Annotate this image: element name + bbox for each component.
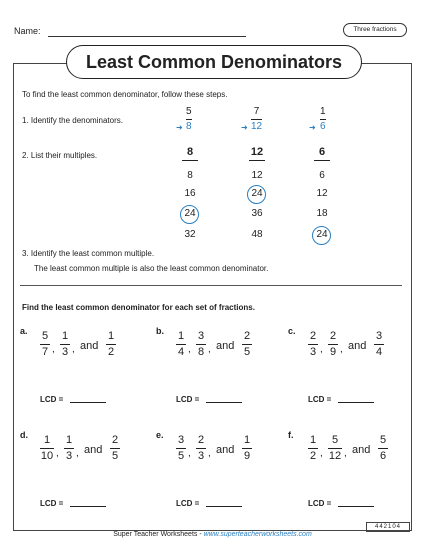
problem-fraction: 2 3	[309, 330, 317, 358]
multiple: 12	[251, 170, 263, 181]
lcd-answer-line[interactable]	[338, 402, 374, 403]
problem-fraction: 1 3	[65, 434, 73, 462]
lcm-circle	[312, 226, 331, 245]
lcd-answer-line[interactable]	[206, 506, 242, 507]
comma: ,	[208, 344, 211, 355]
worksheet-tag: Three fractions	[343, 23, 407, 37]
lcd-label: LCD =	[308, 499, 332, 508]
comma: ,	[188, 448, 191, 459]
section-divider	[20, 285, 402, 286]
multiple-lcm: 24	[184, 208, 196, 219]
multiple: 6	[319, 170, 325, 181]
problem-fraction: 1 2	[309, 434, 317, 462]
lcd-answer-line[interactable]	[206, 402, 242, 403]
problem-fraction: 5 7	[41, 330, 49, 358]
and-word: and	[352, 444, 371, 456]
lcm-circle	[180, 205, 199, 224]
lcd-label: LCD =	[40, 499, 64, 508]
comma: ,	[188, 344, 191, 355]
multiple: 8	[187, 170, 193, 181]
multiples-header-8: 8	[175, 146, 205, 161]
multiples-header-12: 12	[242, 146, 272, 161]
multiple: 18	[316, 208, 328, 219]
and-word: and	[216, 340, 235, 352]
multiple: 48	[251, 229, 263, 240]
page-title: Least Common Denominators	[66, 45, 362, 79]
arrow-icon: ➜	[241, 123, 248, 132]
step-1-text: 1. Identify the denominators.	[22, 116, 123, 125]
example-fraction-1: 5 8	[186, 106, 192, 132]
comma: ,	[56, 448, 59, 459]
problem-fraction: 1 3	[61, 330, 69, 358]
name-label: Name:	[14, 26, 41, 36]
and-word: and	[348, 340, 367, 352]
problem-fraction: 1 2	[107, 330, 115, 358]
multiple-lcm: 24	[316, 229, 328, 240]
and-word: and	[84, 444, 103, 456]
lcd-answer-line[interactable]	[70, 506, 106, 507]
footer-url[interactable]: www.superteacherworksheets.com	[203, 531, 312, 538]
problem-label: c.	[288, 326, 296, 336]
multiple-lcm: 24	[251, 188, 263, 199]
example-fraction-3: 1 6	[320, 106, 326, 132]
arrow-icon: ➜	[309, 123, 316, 132]
and-word: and	[80, 340, 99, 352]
problem-label: d.	[20, 430, 28, 440]
problem-fraction: 5 12	[328, 434, 342, 462]
multiple: 12	[316, 188, 328, 199]
comma: ,	[340, 344, 343, 355]
comma: ,	[72, 344, 75, 355]
comma: ,	[76, 448, 79, 459]
problem-fraction: 3 8	[197, 330, 205, 358]
problem-label: b.	[156, 326, 164, 336]
example-fraction-2: 7 12	[251, 106, 263, 132]
lcd-answer-line[interactable]	[70, 402, 106, 403]
problem-label: f.	[288, 430, 294, 440]
problem-fraction: 1 9	[243, 434, 251, 462]
problem-fraction: 1 4	[177, 330, 185, 358]
step-3-note: The least common multiple is also the least common denominator.	[34, 264, 269, 273]
problem-fraction: 1 10	[40, 434, 54, 462]
lcd-label: LCD =	[176, 395, 200, 404]
intro-text: To find the least common denominator, follow these steps.	[22, 90, 228, 99]
problem-fraction: 2 5	[111, 434, 119, 462]
footer-brand: Super Teacher Worksheets -	[113, 531, 204, 538]
worksheet-code: 442104	[366, 522, 410, 532]
problem-fraction: 2 5	[243, 330, 251, 358]
multiple: 32	[184, 229, 196, 240]
lcd-label: LCD =	[176, 499, 200, 508]
problem-fraction: 2 9	[329, 330, 337, 358]
multiple: 16	[184, 188, 196, 199]
and-word: and	[216, 444, 235, 456]
problem-label: a.	[20, 326, 28, 336]
problem-fraction: 5 6	[379, 434, 387, 462]
problem-fraction: 2 3	[197, 434, 205, 462]
problem-label: e.	[156, 430, 164, 440]
lcm-circle	[247, 185, 266, 204]
multiples-header-6: 6	[307, 146, 337, 161]
lcd-label: LCD =	[308, 395, 332, 404]
problem-fraction: 3 4	[375, 330, 383, 358]
instructions: Find the least common denominator for each set of fractions.	[22, 303, 255, 312]
comma: ,	[208, 448, 211, 459]
comma: ,	[344, 448, 347, 459]
comma: ,	[320, 344, 323, 355]
step-3-text: 3. Identify the least common multiple.	[22, 249, 155, 258]
lcd-answer-line[interactable]	[338, 506, 374, 507]
problem-fraction: 3 5	[177, 434, 185, 462]
footer	[0, 531, 425, 538]
name-line[interactable]	[48, 36, 246, 37]
arrow-icon: ➜	[176, 123, 183, 132]
lcd-label: LCD =	[40, 395, 64, 404]
comma: ,	[320, 448, 323, 459]
multiple: 36	[251, 208, 263, 219]
step-2-text: 2. List their multiples.	[22, 151, 98, 160]
comma: ,	[52, 344, 55, 355]
